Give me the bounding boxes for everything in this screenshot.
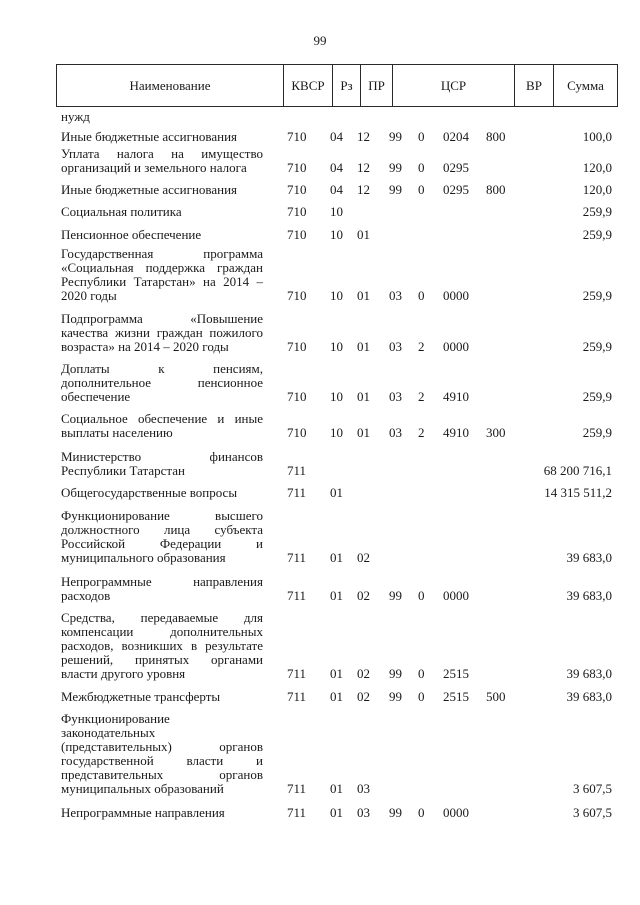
cell-pr: 01 (357, 227, 370, 242)
row-name-line: Иные бюджетные ассигнования (61, 129, 238, 144)
row-name (61, 247, 263, 303)
cell-rz: 10 (330, 425, 343, 440)
row-name (61, 362, 263, 404)
row-name-line: муниципальных образований (61, 781, 224, 796)
cell-sum: 120,0 (582, 182, 612, 197)
row-name-line: Доплаты к пенсиям, (61, 361, 263, 376)
row-name-line: власти другого уровня (61, 666, 186, 681)
cell-rz: 10 (330, 339, 343, 354)
row-name-line: Межбюджетные трансферты (61, 689, 221, 704)
table-header (56, 64, 618, 107)
cell-csr1: 03 (389, 339, 402, 354)
row-name-line: Общегосударственные вопросы (61, 485, 238, 500)
row-name (61, 712, 263, 796)
page-number: 99 (313, 33, 327, 48)
row-name-line: дополнительное пенсионное (61, 375, 263, 390)
cell-csr3: 4910 (443, 425, 469, 440)
cell-pr: 03 (357, 781, 370, 796)
cell-kvsr: 710 (287, 160, 307, 175)
row-name-line: расходов, возникших в результате (61, 638, 263, 653)
row-name-line: Государственная программа (61, 246, 263, 261)
cell-kvsr: 711 (287, 485, 307, 500)
row-name-line: компенсации дополнительных (61, 624, 263, 639)
cell-pr: 12 (357, 129, 370, 144)
cell-rz: 04 (330, 182, 343, 197)
row-name-line: обеспечение (61, 389, 131, 404)
cell-sum: 259,9 (582, 425, 612, 440)
row-name-line: Средства, передаваемые для (61, 610, 263, 625)
cell-sum: 39 683,0 (566, 689, 612, 704)
cell-csr1: 03 (389, 389, 402, 404)
cell-sum: 100,0 (582, 129, 612, 144)
cell-rz: 01 (330, 666, 343, 681)
cell-csr3: 0000 (443, 588, 469, 603)
cell-rz: 04 (330, 129, 343, 144)
cell-sum: 120,0 (582, 160, 612, 175)
row-name (61, 486, 263, 500)
cell-kvsr: 711 (287, 805, 307, 820)
cell-csr2: 0 (418, 666, 425, 681)
cell-sum: 39 683,0 (566, 666, 612, 681)
cell-csr3: 0295 (443, 160, 469, 175)
cell-csr3: 2515 (443, 666, 469, 681)
cell-pr: 02 (357, 588, 370, 603)
cell-sum: 39 683,0 (566, 550, 612, 565)
header-vr: ВР (526, 78, 542, 93)
cell-csr2: 0 (418, 588, 425, 603)
cell-kvsr: 711 (287, 781, 307, 796)
row-name-line: выплаты населению (61, 425, 173, 440)
cell-sum: 259,9 (582, 288, 612, 303)
cell-pr: 03 (357, 805, 370, 820)
row-name-line: нужд (61, 109, 90, 124)
cell-csr2: 0 (418, 160, 425, 175)
cell-csr3: 0000 (443, 288, 469, 303)
cell-kvsr: 710 (287, 339, 307, 354)
cell-csr1: 99 (389, 689, 402, 704)
row-name-line: Уплата налога на имущество (61, 146, 263, 161)
row-name (61, 412, 263, 440)
row-name-line: Подпрограмма «Повышение (61, 311, 263, 326)
cell-csr2: 0 (418, 182, 425, 197)
row-name-line: представительных органов (61, 767, 263, 782)
cell-sum: 3 607,5 (573, 781, 612, 796)
row-name (61, 312, 263, 354)
cell-sum: 259,9 (582, 204, 612, 219)
cell-csr2: 0 (418, 288, 425, 303)
cell-rz: 04 (330, 160, 343, 175)
cell-vr: 800 (486, 129, 506, 144)
cell-csr3: 0000 (443, 339, 469, 354)
row-name-line: муниципального образования (61, 550, 226, 565)
row-name-line: Российской Федерации и (61, 536, 263, 551)
row-name (61, 205, 263, 219)
row-name-line: (представительных) органов (61, 739, 263, 754)
cell-rz: 10 (330, 288, 343, 303)
header-pr: ПР (368, 78, 385, 93)
row-name-line: Социальное обеспечение и иные (61, 411, 263, 426)
cell-csr1: 03 (389, 288, 402, 303)
cell-rz: 01 (330, 689, 343, 704)
cell-csr2: 2 (418, 425, 425, 440)
cell-kvsr: 710 (287, 204, 307, 219)
cell-sum: 259,9 (582, 339, 612, 354)
cell-csr1: 99 (389, 160, 402, 175)
cell-csr2: 0 (418, 129, 425, 144)
row-name-line: Республики Татарстан» на 2014 – (61, 274, 263, 289)
row-name-line: государственной власти и (61, 753, 263, 768)
cell-csr2: 2 (418, 339, 425, 354)
header-sum: Сумма (567, 78, 604, 93)
header-kvsr: КВСР (291, 78, 325, 93)
cell-rz: 01 (330, 805, 343, 820)
row-name-line: организаций и земельного налога (61, 160, 247, 175)
cell-pr: 12 (357, 160, 370, 175)
cell-vr: 800 (486, 182, 506, 197)
cell-sum: 39 683,0 (566, 588, 612, 603)
cell-kvsr: 711 (287, 463, 307, 478)
cell-csr3: 2515 (443, 689, 469, 704)
row-name (61, 611, 263, 681)
cell-kvsr: 710 (287, 227, 307, 242)
cell-csr1: 99 (389, 129, 402, 144)
cell-rz: 10 (330, 227, 343, 242)
row-name-line: 2020 годы (61, 288, 117, 303)
cell-pr: 01 (357, 389, 370, 404)
cell-pr: 12 (357, 182, 370, 197)
cell-csr1: 99 (389, 588, 402, 603)
row-name (61, 130, 263, 144)
cell-kvsr: 710 (287, 129, 307, 144)
cell-csr1: 99 (389, 666, 402, 681)
cell-pr: 02 (357, 689, 370, 704)
cell-pr: 01 (357, 425, 370, 440)
cell-csr2: 0 (418, 689, 425, 704)
cell-rz: 01 (330, 588, 343, 603)
row-name-line: Функционирование (61, 711, 170, 726)
cell-kvsr: 710 (287, 182, 307, 197)
header-rz: Рз (340, 78, 353, 93)
row-name-line: качества жизни граждан пожилого (61, 325, 263, 340)
row-name (61, 183, 263, 197)
cell-csr2: 0 (418, 805, 425, 820)
row-name-line: решений, принятых органами (61, 652, 263, 667)
cell-csr1: 03 (389, 425, 402, 440)
cell-rz: 01 (330, 781, 343, 796)
cell-kvsr: 710 (287, 389, 307, 404)
cell-rz: 10 (330, 204, 343, 219)
row-name (61, 228, 263, 242)
row-name-line: возраста» на 2014 – 2020 годы (61, 339, 229, 354)
row-name-line: Непрограммные направления (61, 805, 225, 820)
cell-kvsr: 711 (287, 666, 307, 681)
cell-csr2: 2 (418, 389, 425, 404)
cell-kvsr: 711 (287, 689, 307, 704)
cell-sum: 14 315 511,2 (544, 485, 612, 500)
row-name (61, 147, 263, 175)
header-name: Наименование (129, 78, 211, 93)
cell-kvsr: 711 (287, 588, 307, 603)
cell-rz: 01 (330, 550, 343, 565)
cell-pr: 01 (357, 339, 370, 354)
cell-sum: 259,9 (582, 389, 612, 404)
row-name-line: «Социальная поддержка граждан (61, 260, 263, 275)
row-name-line: Иные бюджетные ассигнования (61, 182, 238, 197)
cell-kvsr: 710 (287, 288, 307, 303)
cell-sum: 259,9 (582, 227, 612, 242)
cell-vr: 500 (486, 689, 506, 704)
cell-pr: 02 (357, 666, 370, 681)
row-name-line: расходов (61, 588, 111, 603)
header-csr: ЦСР (440, 78, 467, 93)
row-name-line: Социальная политика (61, 204, 182, 219)
row-name (61, 690, 263, 704)
cell-sum: 68 200 716,1 (543, 463, 612, 478)
row-name (61, 450, 263, 478)
cell-csr1: 99 (389, 182, 402, 197)
cell-csr3: 0000 (443, 805, 469, 820)
cell-rz: 01 (330, 485, 343, 500)
cell-sum: 3 607,5 (573, 805, 612, 820)
row-name (61, 575, 263, 603)
cell-csr1: 99 (389, 805, 402, 820)
cell-rz: 10 (330, 389, 343, 404)
row-name-line: Пенсионное обеспечение (61, 227, 202, 242)
row-name (61, 110, 263, 124)
row-name-line: законодательных (61, 725, 156, 740)
row-name (61, 806, 263, 820)
cell-pr: 01 (357, 288, 370, 303)
cell-vr: 300 (486, 425, 506, 440)
row-name (61, 509, 263, 565)
cell-csr3: 0204 (443, 129, 469, 144)
row-name-line: Республики Татарстан (61, 463, 185, 478)
cell-csr3: 0295 (443, 182, 469, 197)
cell-csr3: 4910 (443, 389, 469, 404)
cell-kvsr: 710 (287, 425, 307, 440)
cell-pr: 02 (357, 550, 370, 565)
row-name-line: должностного лица субъекта (61, 522, 263, 537)
row-name-line: Непрограммные направления (61, 574, 263, 589)
cell-kvsr: 711 (287, 550, 307, 565)
row-name-line: Функционирование высшего (61, 508, 263, 523)
row-name-line: Министерство финансов (61, 449, 263, 464)
